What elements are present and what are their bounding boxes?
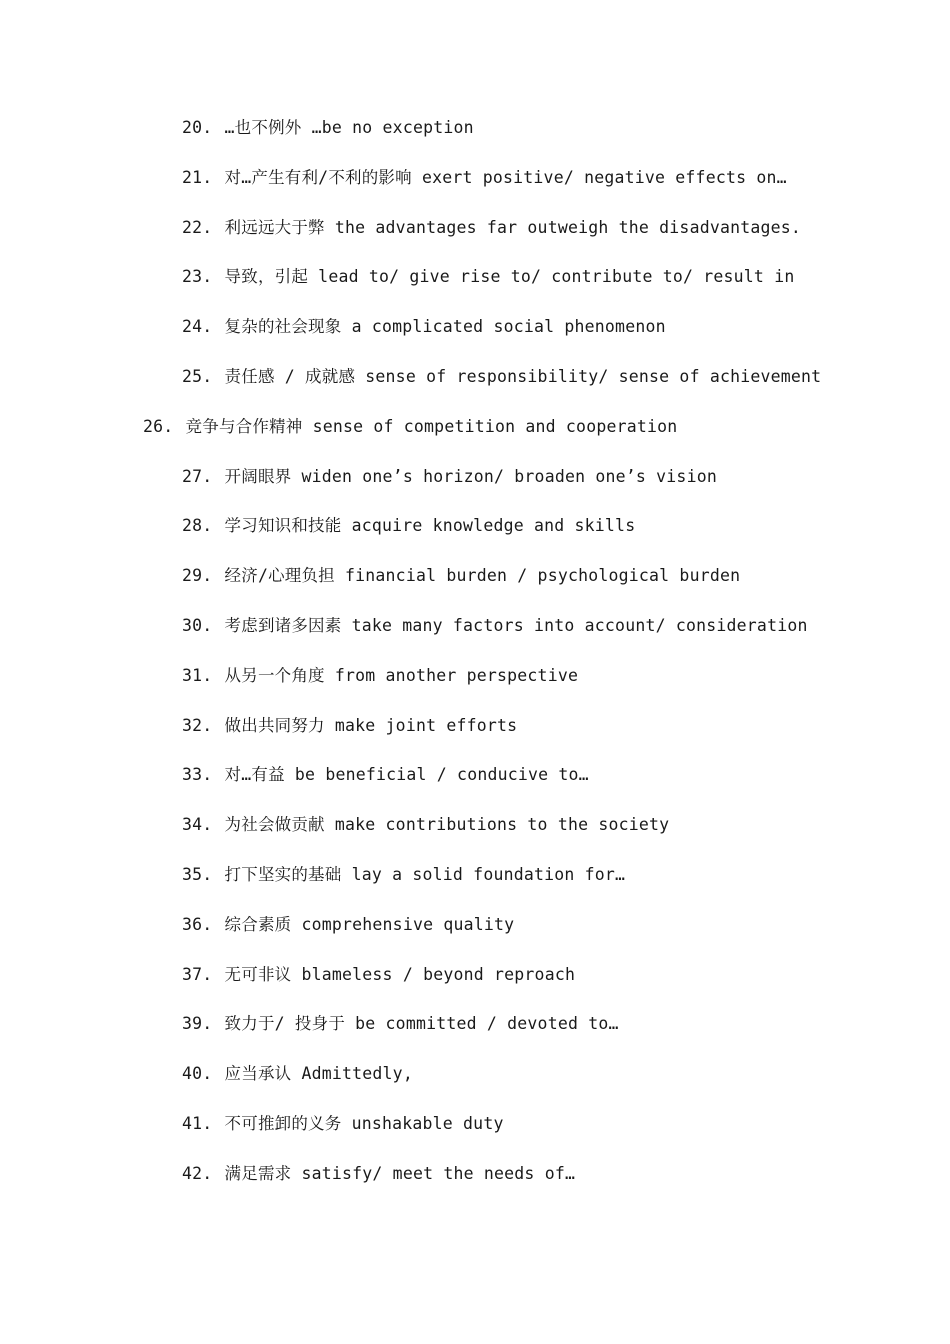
item-number: 39. <box>182 1014 213 1034</box>
list-item <box>0 859 950 909</box>
list-item <box>0 162 950 212</box>
item-text: 导致，引起 lead to/ give rise to/ contribute to/ result in <box>224 267 795 287</box>
list-item <box>0 1108 950 1158</box>
item-number: 37. <box>182 964 213 984</box>
list-item <box>0 261 950 311</box>
list-item <box>0 809 950 859</box>
item-text: 无可非议 blameless / beyond reproach <box>224 964 576 984</box>
list-item <box>0 411 950 461</box>
item-text: 开阔眼界 widen one’s horizon/ broaden one’s vision <box>224 466 717 486</box>
item-text: 经济/心理负担 financial burden / psychological burden <box>224 566 741 586</box>
item-number: 28. <box>182 516 213 536</box>
item-number: 21. <box>182 167 213 187</box>
item-text: 不可推卸的义务 unshakable duty <box>224 1113 504 1133</box>
item-text: 应当承认 Admittedly, <box>224 1064 413 1084</box>
item-number: 26. <box>143 416 174 436</box>
item-text: 考虑到诸多因素 take many factors into account/ consideration <box>224 615 808 635</box>
item-text: 责任感 / 成就感 sense of responsibility/ sense of achievement <box>224 366 822 386</box>
item-number: 32. <box>182 715 213 735</box>
item-number: 34. <box>182 815 213 835</box>
list-item <box>0 610 950 660</box>
item-number: 31. <box>182 665 213 685</box>
item-number: 30. <box>182 615 213 635</box>
list-item <box>0 959 950 1009</box>
item-text: 为社会做贡献 make contributions to the society <box>224 815 670 835</box>
item-number: 24. <box>182 317 213 337</box>
phrase-list <box>0 112 950 1208</box>
item-number: 41. <box>182 1113 213 1133</box>
item-text: 竞争与合作精神 sense of competition and cooperation <box>185 416 678 436</box>
list-item <box>0 1008 950 1058</box>
item-number: 22. <box>182 217 213 237</box>
item-number: 36. <box>182 914 213 934</box>
item-text: …也不例外 …be no exception <box>224 118 474 137</box>
item-text: 利远远大于弊 the advantages far outweigh the disadvantages. <box>224 217 802 237</box>
list-item <box>0 361 950 411</box>
item-text: 复杂的社会现象 a complicated social phenomenon <box>224 317 666 337</box>
list-item <box>0 759 950 809</box>
item-text: 对…有益 be beneficial / conducive to… <box>224 765 589 785</box>
item-text: 打下坚实的基础 lay a solid foundation for… <box>224 864 626 884</box>
item-text: 满足需求 satisfy/ meet the needs of… <box>224 1163 576 1183</box>
list-item <box>0 710 950 760</box>
list-item <box>0 560 950 610</box>
item-number: 33. <box>182 765 213 785</box>
item-number: 35. <box>182 864 213 884</box>
item-number: 29. <box>182 566 213 586</box>
list-item <box>0 510 950 560</box>
item-text: 学习知识和技能 acquire knowledge and skills <box>224 516 636 536</box>
list-item <box>0 461 950 511</box>
list-item <box>0 1158 950 1208</box>
item-text: 综合素质 comprehensive quality <box>224 914 515 934</box>
item-number: 20. <box>182 118 213 137</box>
item-number: 23. <box>182 267 213 287</box>
item-number: 42. <box>182 1163 213 1183</box>
list-item <box>0 909 950 959</box>
item-text: 对…产生有利/不利的影响 exert positive/ negative effects on… <box>224 167 787 187</box>
item-text: 做出共同努力 make joint efforts <box>224 715 518 735</box>
list-item <box>0 660 950 710</box>
item-number: 40. <box>182 1064 213 1084</box>
item-number: 25. <box>182 366 213 386</box>
list-item <box>0 1058 950 1108</box>
item-number: 27. <box>182 466 213 486</box>
list-item <box>0 311 950 361</box>
list-item <box>0 112 950 162</box>
item-text: 从另一个角度 from another perspective <box>224 665 579 685</box>
list-item <box>0 212 950 262</box>
item-text: 致力于/ 投身于 be committed / devoted to… <box>224 1014 619 1034</box>
